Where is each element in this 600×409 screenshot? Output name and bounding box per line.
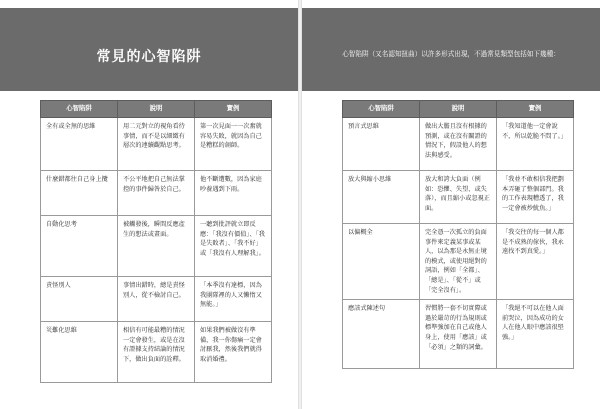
title-banner [0, 8, 298, 91]
table-header-row [343, 101, 574, 118]
example-cell: 第一次見面一一次奮就容易失敗，就因為自己是糟糕的創師。 [195, 118, 272, 171]
traps-table-right [342, 100, 574, 369]
trap-cell: 自動化思考 [41, 216, 118, 277]
example-cell: 一聽到批評就立即反應：「我沒有價值」、「我是失敗者」、「我不好」或「我沒有人理解我」。 [195, 216, 272, 277]
description-cell: 相信有可能最糟的情況一定會發生，或是在沒有證據支持結論的情況下，做出負面的詮釋。 [118, 322, 195, 383]
description-cell: 被觸發後，瞬間反應產生的想法或畫面。 [118, 216, 195, 277]
table-row [41, 171, 272, 216]
table-row [343, 300, 574, 369]
column-header: 實例 [195, 101, 272, 118]
column-header: 心智陷阱 [343, 101, 420, 118]
trap-cell: 災難化思維 [41, 322, 118, 383]
left-page [0, 0, 298, 409]
column-header: 說明 [118, 101, 195, 118]
description-cell: 不公平地把自己無法掌控的事件歸咎於自己。 [118, 171, 195, 216]
column-header: 說明 [420, 101, 497, 118]
table-header-row [41, 101, 272, 118]
table-row [41, 216, 272, 277]
right-page [302, 0, 600, 409]
column-header: 心智陷阱 [41, 101, 118, 118]
example-cell: 「本季沒有達標，因為我團隊裡的人又懶惰又無能。」 [195, 277, 272, 322]
table-row [41, 277, 272, 322]
description-cell: 事情出錯時，總是責怪別人，從不檢討自己。 [118, 277, 195, 322]
trap-cell: 什麼錯都往自己身上攬 [41, 171, 118, 216]
trap-cell: 預言式思維 [343, 118, 420, 171]
description-cell: 完全憑一次孤立的負面事件來定義某事或某人，以為那是永無止境的模式，或使用絕對的詞語，例如「全都」、「總是」、「從不」或「完全沒有」。 [420, 224, 497, 300]
trap-cell: 以偏概全 [343, 224, 420, 300]
table-row [343, 224, 574, 300]
example-cell: 「我並不敢相信我把劃本弄砸了整個部門。我的工作表現糟透了，我一定會被炒魷魚。」 [497, 171, 574, 224]
subtitle-banner [302, 8, 600, 91]
table-row [41, 322, 272, 383]
traps-table-left [40, 100, 272, 383]
description-cell: 放大和誇大負面（例如：恐懼、失望、或失落），而且縮小或忽視正面。 [420, 171, 497, 224]
trap-cell: 放大與縮小思維 [343, 171, 420, 224]
page-subtitle: 心智陷阱（又名認知扭曲）以許多形式出現，不過常見類型包括如下幾種： [342, 50, 560, 58]
trap-cell: 應該式陳述句 [343, 300, 420, 369]
description-cell: 做出大膽且沒有根據的預測，或在沒有關證的情況下，假設他人的想法與感受。 [420, 118, 497, 171]
description-cell: 習慣將一套不切實際或過於嚴苛的行為規則或標準強加在自己或他人身上，使用「應該」或「必須」之類的詞彙。 [420, 300, 497, 369]
table-row [343, 171, 574, 224]
table-row [343, 118, 574, 171]
example-cell: 「我交往的每一個人都是不成熟的傢伙，我永遠找不到真愛。」 [497, 224, 574, 300]
example-cell: 如果我們被做沒有準備，我一你傷痛一定會討厭我，然後我們就得取消婚禮。 [195, 322, 272, 383]
table-row [41, 118, 272, 171]
page-title: 常見的心智陷阱 [96, 49, 202, 65]
example-cell: 「我知道他一定會說不，所以乾脆不問了。」 [497, 118, 574, 171]
example-cell: 「我絕不可以在他人面前哭泣，因為成功的女人在他人眼中應該很堅強。」 [497, 300, 574, 369]
description-cell: 用二元對立的視角看待事情，而不是以細緻有層次的連續觀點思考。 [118, 118, 195, 171]
trap-cell: 責怪別人 [41, 277, 118, 322]
trap-cell: 全有或全無的思維 [41, 118, 118, 171]
example-cell: 他不斷遭數，因為家庭吵養遇到下雨。 [195, 171, 272, 216]
column-header: 實例 [497, 101, 574, 118]
